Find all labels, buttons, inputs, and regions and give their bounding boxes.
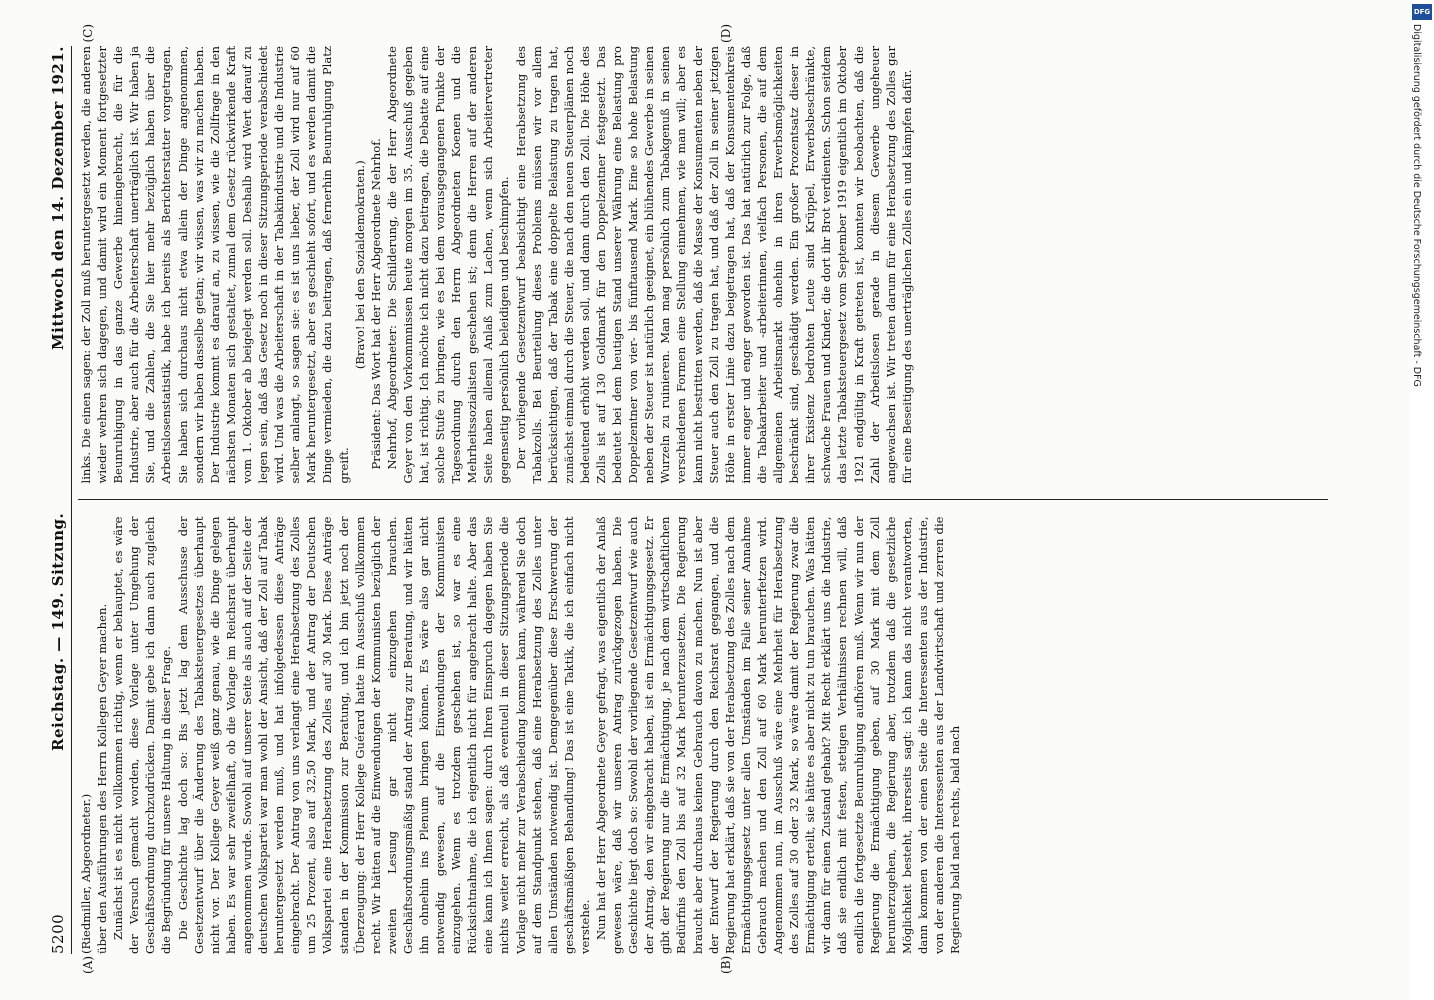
paragraph: Nun hat der Herr Abgeordnete Geyer gefragt, was eigentlich der Anlaß gewesen wäre, daß wir unseren Antrag zurückgezogen haben. Die Geschichte liegt doch so: Sowohl der vorliegende Gesetzentwurf wie auch der Antrag, den wir eingebracht haben, ist ein Ermächtigungsgesetz. Er gibt der Regierung nur die Ermächtigung, je nach dem wirtschaftlichen Bedürfnis den Zoll bis auf 32 Mark herunterzusetzen. Die Regierung braucht aber durchaus keinen Gebrauch davon zu machen. Nun ist aber der Entwurf der Regierung durch den Reichsrat gegangen, und die Regierung hat erklärt, daß sie von der Herabsetzung des Zolles nach dem Ermächtigungsgesetz unter allen Umständen im Falle seiner Annahme Gebrauch machen und den Zoll auf 60 Mark herunterfetzen wird. Angenommen nun, im Ausschuß wäre eine Mehrheit für Herabsetzung des Zolles auf 30 oder 32 Mark, so wäre damit der Regierung zwar die Ermächtigung erteilt, sie hätte es aber nicht zu tun brauchen. Was hätten wir dann für einen Zustand gehabt? Mit Recht erklärt uns die Industrie, daß sie endlich mit festen, stetigen Verhältnissen rechnen will, daß endlich die fortgesetzte Beunruhigung aufhören muß. Wenn wir nun der Regierung die Ermächtigung geben, auf 30 Mark mit dem Zoll herunterzugehen, die Regierung aber, trotzdem daß die gesetzliche Möglichkeit besteht, ihrerseits sagt: ich kann das nicht verantworten, dann kommen von der einen Seite die Interessenten aus der Industrie, von der anderen die Interessenten aus der Landwirtschaft und zerren die Regierung bald nach rechts, bald nach bbox=[594, 516, 963, 954]
text-columns bbox=[78, 23, 1328, 974]
paragraph: Die Geschichte lag doch so: Bis jetzt lag dem Ausschusse der Gesetzentwurf über die Änderung des Tabaksteuergesetzes überhaupt nicht vor. Der Kollege Geyer weiß ganz genau, wie die Dinge gelegen haben. Es war sehr zweifelhaft, ob die Vorlage im Reichsrat überhaupt angenommen wurde. Sowohl auf unserer Seite als auch auf der Seite der deutschen Volkspartei war man wohl der Ansicht, daß der Zoll auf Tabak heruntergesetzt werden muß, und hat infolgedessen diese Anträge eingebracht. Der Antrag von uns verlangt eine Herabsetzung des Zolles um 25 Prozent, also auf 32,50 Mark, und der Antrag der Deutschen Volkspartei eine Herabsetzung des Zolles auf 30 Mark. Diese Anträge standen in der Kommission zur Beratung, und ich bin jetzt noch der Überzeugung: der Herr Kollege Guérard hatte im Ausschuß vollkommen recht. Wir hätten auf die Einwendungen der Kommunisten bezüglich der zweiten Lesung gar nicht einzugehen brauchen. Geschäftsordnungsmäßig stand der Antrag zur Beratung, und wir hätten ihn ohnehin ins Plenum bringen können. Es wäre also gar nicht notwendig gewesen, auf die Einwendungen der Kommunisten einzugehen. Wenn es trotzdem geschehen ist, so war es eine Rücksichtnahme, die ich eigentlich nicht für angebracht halte. Aber das eine kann ich Ihnen sagen: durch Ihren Einspruch dagegen haben Sie nichts weiter erreicht, als daß eventuell in dieser Sitzungsperiode die Vorlage nicht mehr zur Verabschiedung kommen kann, während Sie doch auf dem Standpunkt stehen, daß eine Herabsetzung des Zolles unter allen Umständen notwendig ist. Demgegenüber diese Erschwerung der geschäftsmäßigen Behandlung! Das ist eine Taktik, die ich einfach nicht verstehe. bbox=[175, 516, 592, 954]
dfg-logo: DFG bbox=[1412, 4, 1432, 20]
session-title: Reichstag. — 149. Sitzung. bbox=[49, 512, 67, 751]
paragraph: Der vorliegende Gesetzentwurf beabsichtigt eine Herabsetzung des Tabakzolls. Bei Beurteilung dieses Problems müssen wir vor allem berücksichtigen, daß der Tabak eine doppelte Belastung zu tragen hat, zunächst einmal durch die Steuer, die nach den neuen Steuerplänen noch bedeutend erhöht werden soll, und dann durch den Zoll. Die Höhe des Zolls ist auf 130 Goldmark für den Doppelzentner festgesetzt. Das bedeutet bei dem heutigen Stand unserer Währung eine Belastung pro Doppelzentner von vier- bis fünftausend Mark. Eine so hohe Belastung neben der Steuer ist natürlich geeignet, ein blühendes Gewerbe in seinen Wurzeln zu ruinieren. Man mag persönlich zum Tabakgenuß in seinen verschiedenen Formen eine Stellung einnehmen, wie man will; aber es kann nicht bestritten werden, daß die Masse der Konsumenten neben der Steuer auch den Zoll zu tragen hat, und daß der Zoll in seiner jetzigen Höhe in erster Linie dazu beigetragen hat, daß der Konsumentenkreis immer enger und enger geworden ist. Das hat natürlich zur Folge, daß die Tabakarbeiter und -arbeiterinnen, vielfach Personen, die auf dem allgemeinen Arbeitsmarkt ohnehin in ihren Erwerbsmöglichkeiten beschränkt sind, geschädigt werden. Ein großer Prozentsatz dieser in ihrer Existenz bedrohten Leute sind Krüppel, Erwerbsbeschränkte, schwache Frauen und Kinder, die dort ihr Brot verdienten. Schon seitdem das letzte Tabaksteuergesetz vom September 1919 eigentlich im Oktober 1921 endgültig in Kraft getreten ist, konnten wir beobachten, daß die Zahl der Arbeitslosen gerade in diesem Gewerbe ungeheuer angewachsen ist. Wir treten darum für eine Herabsetzung des Zolles gar für eine Beseitigung des unerträglichen Zolles ein und kämpfen dafür. bbox=[513, 45, 914, 484]
page-number: 5200 bbox=[49, 913, 67, 954]
right-column bbox=[78, 23, 1328, 484]
column-divider bbox=[78, 500, 1328, 501]
session-date: Mittwoch den 14. Dezember 1921. bbox=[49, 46, 67, 350]
newspaper-page bbox=[35, 20, 1375, 980]
speaker-paragraph: Nehrhof, Abgeordneter: Die Schilderung, die der Herr Abgeordnete Geyer von den Vorkommnissen heute morgen im 35. Ausschuß gegeben hat, ist richtig. Ich möchte ich nicht dazu beitragen, die Debatte auf eine solche Stufe zu bringen, wie es bei dem vorausgegangenen Punkte der Tagesordnung durch den Herrn Abgeordneten Koenen und die Mehrheitssozialisten geschehen ist; denn die Herren auf der anderen Seite haben allemal Anlaß zum Lachen, wenn sich Arbeitervertreter gegenseitig persönlich beleidigen und beschimpfen. bbox=[384, 45, 512, 484]
left-column bbox=[78, 516, 1328, 974]
digitization-sidebar bbox=[1410, 0, 1434, 1000]
margin-marker-c: (C) bbox=[81, 23, 95, 43]
margin-marker-b: (B) bbox=[719, 955, 733, 974]
paragraph: über den Ausführungen des Herrn Kollegen Geyer machen. bbox=[95, 603, 110, 954]
digitization-credit: Digitalisierung gefördert durch die Deutsche Forschungsgemeinschaft - DFG bbox=[1411, 24, 1422, 387]
margin-marker-d: (D) bbox=[719, 23, 733, 43]
speaker-continuation: (Riedmiller, Abgeordneter.) bbox=[79, 793, 93, 954]
margin-marker-a: (A) bbox=[81, 955, 95, 974]
paragraph: links. Die einen sagen: der Zoll muß heruntergesetzt werden, die anderen wieder wehren sich dagegen, und damit wird ein Moment fortgesetzter Beunruhigung in das ganze Gewerbe hineingebracht, die für die Industrie, aber auch für die Arbeiterschaft unerträglich ist. Wir haben ja Sie, und die Zahlen, die Sie hier mehr bezüglich haben über die Arbeitslosenstatistik, habe ich bereits als Berichterstatter vorgetragen. Sie haben sich durchaus nicht etwa allein der Dinge angenommen, sondern wir haben dasselbe getan; wir wissen, was wir zu machen haben. Der Industrie kommt es darauf an, zu wissen, wie die Zollfrage in den nächsten Monaten sich gestaltet, zumal dem Gesetz rückwirkende Kraft vom 1. Oktober ab beigelegt werden soll. Deshalb wird Wert darauf zu legen sein, daß das Gesetz noch in dieser Sitzungsperiode verabschiedet wird. Und was die Arbeiterschaft in der Tabakindustrie und die Industrie selber anlangt, so sagen sie: es ist uns lieber, der Zoll wird nur auf 60 Mark heruntergesetzt, aber es geschieht sofort, und es werden damit die Dinge vermieden, die dazu beitragen, daß fernerhin Beunruhigung Platz greift. bbox=[79, 45, 351, 484]
page-header bbox=[49, 46, 72, 954]
applause-note: (Bravo! bei den Sozialdemokraten.) bbox=[352, 160, 367, 370]
president-remark: Präsident: Das Wort hat der Herr Abgeordnete Nehrhof. bbox=[368, 138, 383, 470]
paragraph: Zunächst ist es nicht vollkommen richtig, wenn er behauptet, es wäre der Versuch gemacht worden, diese Vorlage unter Umgehung der Geschäftsordnung durchzudrücken. Damit gebe ich dann auch zugleich die Begründung für unsere Haltung in dieser Frage. bbox=[111, 516, 174, 954]
